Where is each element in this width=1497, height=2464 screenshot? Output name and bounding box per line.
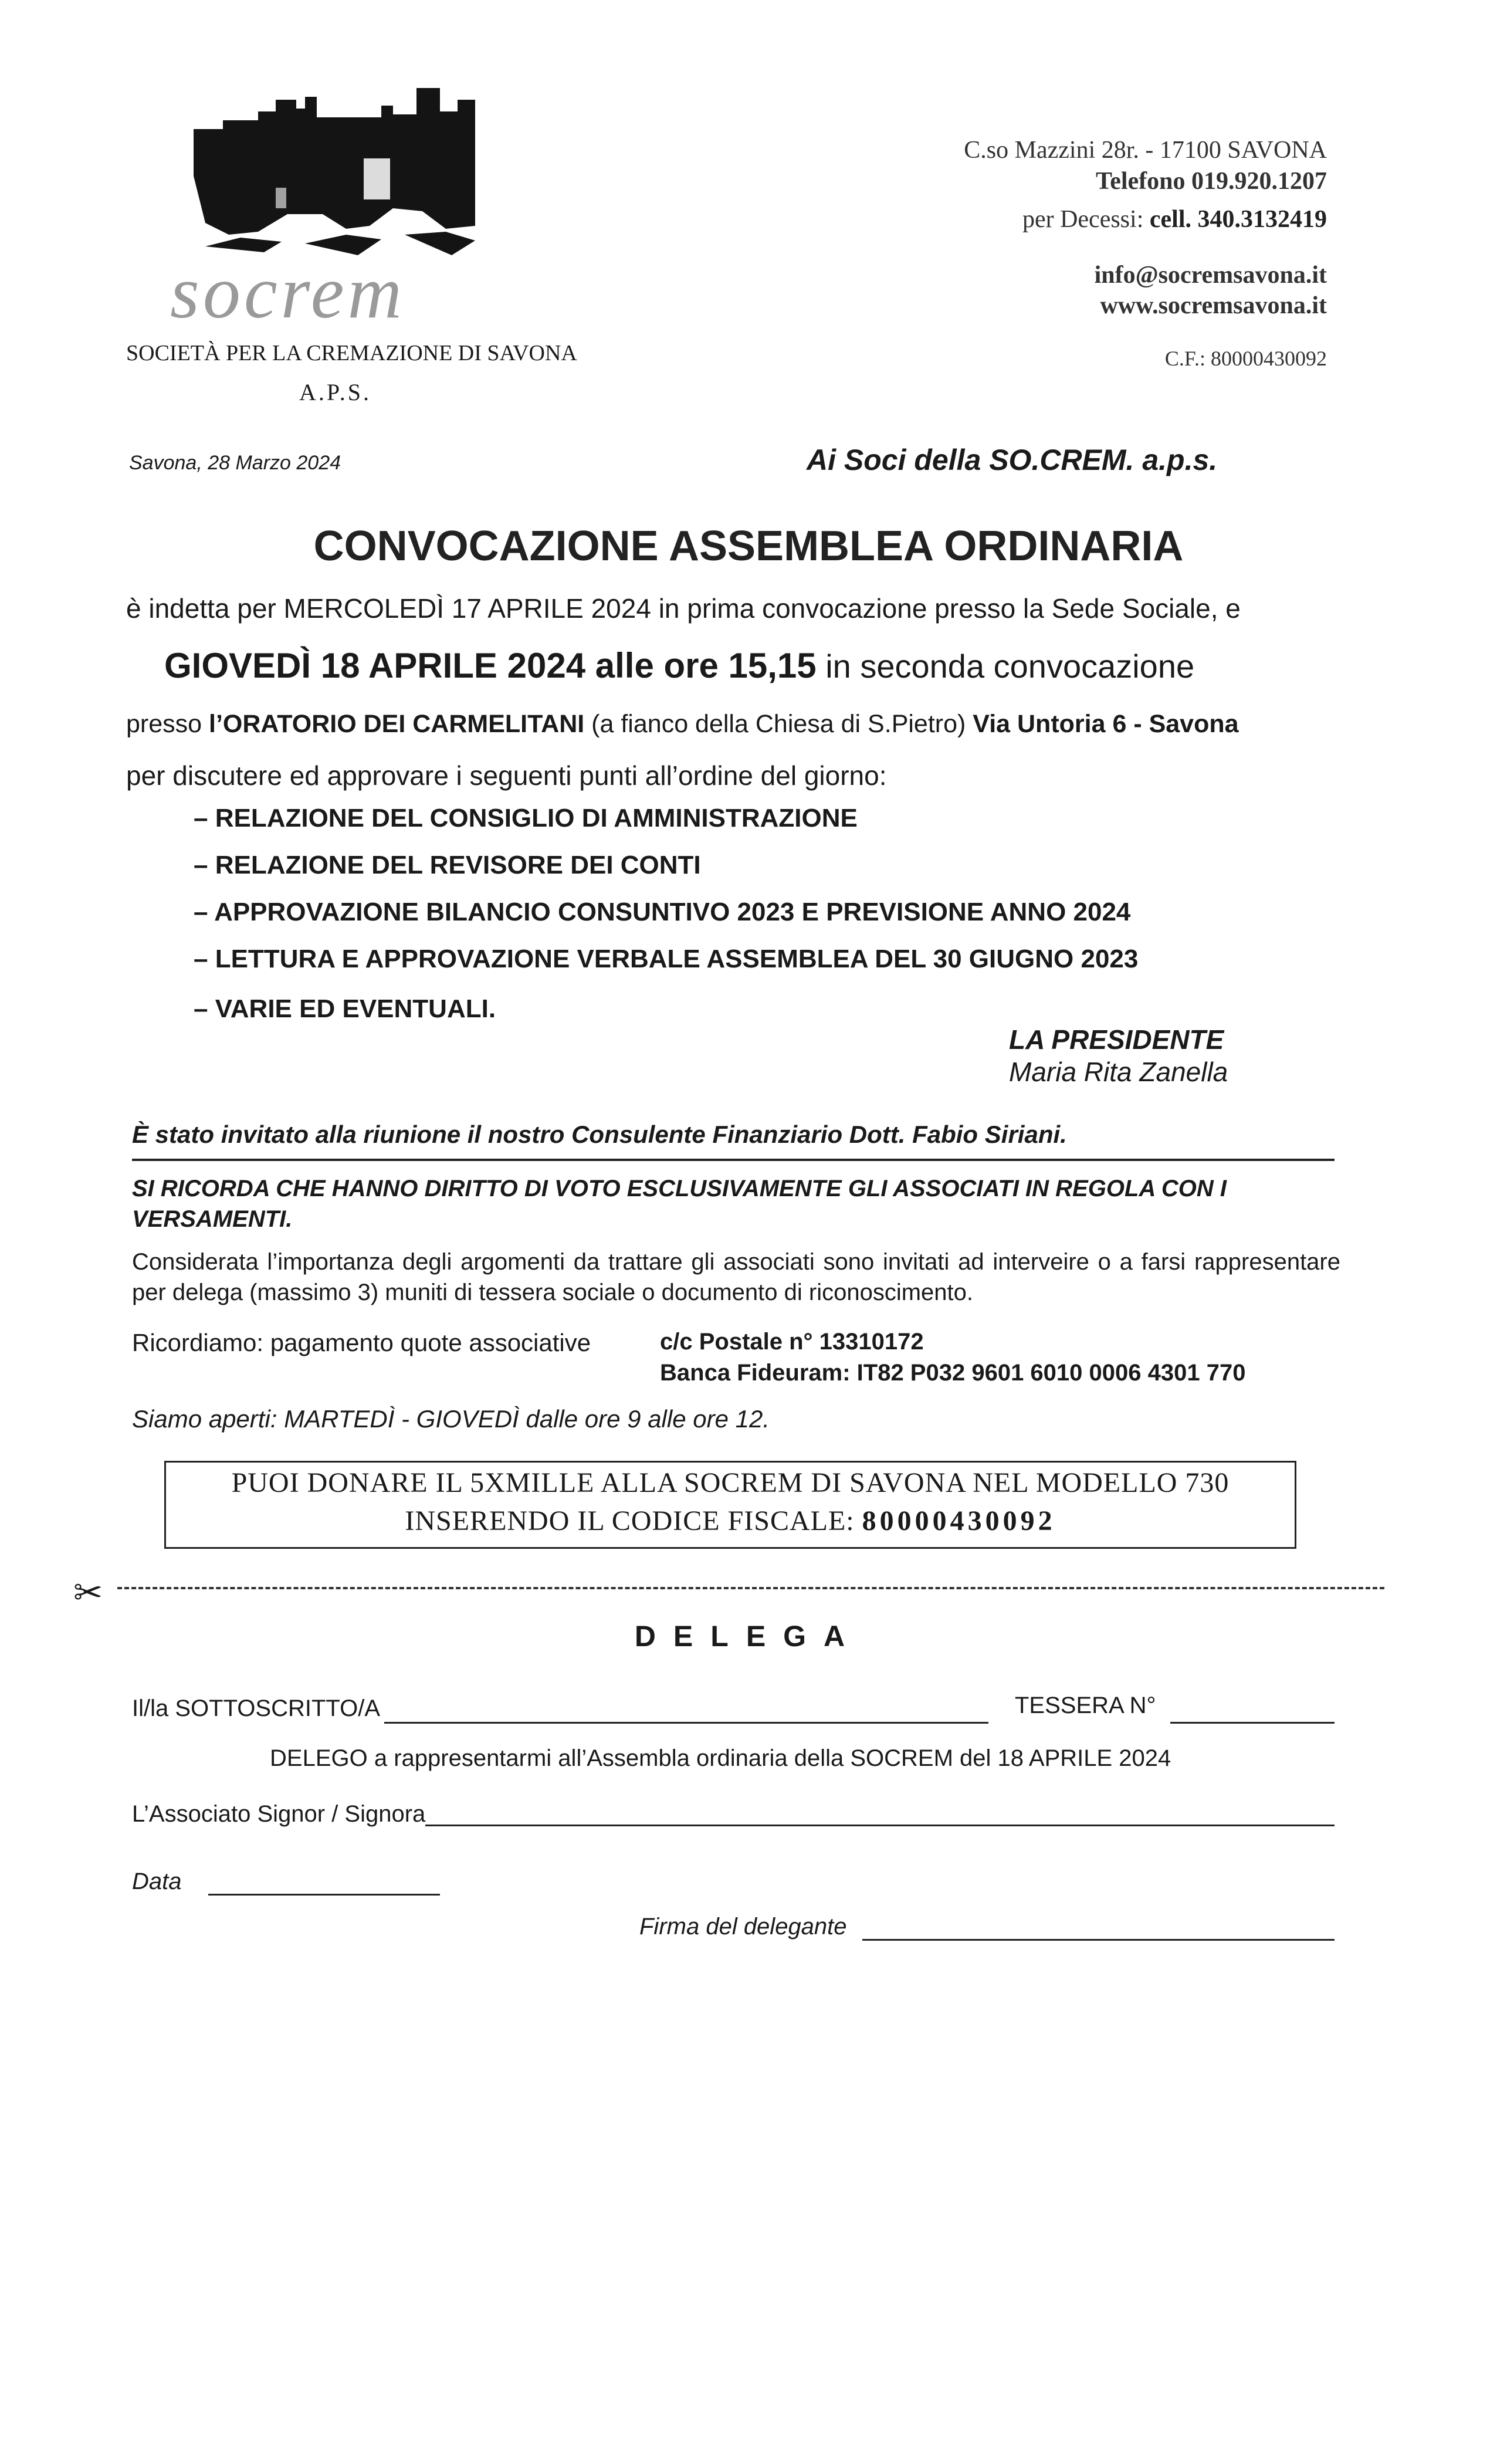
agenda-intro: per discutere ed approvare i seguenti punti all’ordine del giorno: — [126, 760, 887, 791]
bank-account: Banca Fideuram: IT82 P032 9601 6010 0006 4301 770 — [660, 1360, 1246, 1386]
deaths-cell: cell. 340.3132419 — [1149, 206, 1327, 233]
voting-rights-notice: SI RICORDA CHE HANNO DIRITTO DI VOTO ESCLUSIVAMENTE GLI ASSOCIATI IN REGOLA CON I VERSAMENTI. — [132, 1176, 1227, 1232]
undersigned-label: Il/la SOTTOSCRITTO/A — [132, 1695, 381, 1721]
agenda-item: – VARIE ED EVENTUALI. — [194, 994, 496, 1023]
website-line: www.socremsavona.it — [1100, 292, 1327, 319]
invited-consultant-note: È stato invitato alla riunione il nostro Consulente Finanziario Dott. Fabio Siriani. — [132, 1121, 1067, 1148]
attendance-note: Considerata l’importanza degli argomenti da trattare gli associati sono invitati ad interveire o a farsi rappresentare per delega (massimo 3) muniti di tessera sociale o documento di riconoscimento. — [132, 1249, 1340, 1305]
date-label: Data — [132, 1869, 182, 1894]
date-field[interactable] — [208, 1894, 440, 1896]
addressee: Ai Soci della SO.CREM. a.p.s. — [807, 444, 1218, 476]
letter-date: Savona, 28 Marzo 2024 — [129, 452, 341, 474]
cut-line — [117, 1587, 1384, 1589]
card-number-field[interactable] — [1170, 1722, 1335, 1724]
organization-legal-form: A.P.S. — [299, 379, 371, 405]
logo-tower-graphic — [170, 88, 499, 258]
second-call-suffix: in seconda convocazione — [816, 648, 1195, 685]
signature-field[interactable] — [862, 1939, 1335, 1941]
address-line: C.so Mazzini 28r. - 17100 SAVONA — [964, 137, 1327, 164]
donation-line-1: PUOI DONARE IL 5XMILLE ALLA SOCREM DI SAVONA NEL MODELLO 730 — [231, 1467, 1230, 1498]
venue-prefix: presso — [126, 710, 209, 738]
venue-text — [126, 710, 1239, 739]
delegate-sentence: DELEGO a rappresentarmi all’Assembla ordinaria della SOCREM del 18 APRILE 2024 — [270, 1745, 1171, 1771]
organization-name: SOCIETÀ PER LA CREMAZIONE DI SAVONA — [126, 341, 577, 365]
venue-note: (a fianco della Chiesa di S.Pietro) — [584, 710, 973, 738]
deaths-label: per Decessi: — [1022, 206, 1150, 233]
signature-label: Firma del delegante — [639, 1914, 847, 1940]
phone-line: Telefono 019.920.1207 — [1096, 168, 1327, 195]
tax-code-line: C.F.: 80000430092 — [1164, 347, 1327, 370]
associate-field[interactable] — [425, 1825, 1335, 1826]
email-line: info@socremsavona.it — [1094, 262, 1327, 289]
first-call-text: è indetta per MERCOLEDÌ 17 APRILE 2024 in prima convocazione presso la Sede Sociale, e — [126, 593, 1241, 624]
opening-hours: Siamo aperti: MARTEDÌ - GIOVEDÌ dalle ore 9 alle ore 12. — [132, 1405, 770, 1433]
divider — [132, 1159, 1335, 1161]
donation-tax-code: 80000430092 — [862, 1505, 1056, 1536]
delegation-title: DELEGA — [634, 1620, 863, 1653]
second-call-date: GIOVEDÌ 18 APRILE 2024 alle ore 15,15 — [164, 646, 817, 685]
card-number-label: TESSERA N° — [1015, 1693, 1156, 1718]
agenda-item: – RELAZIONE DEL REVISORE DEI CONTI — [194, 851, 701, 879]
deaths-phone-line — [1022, 205, 1327, 233]
postal-account: c/c Postale n° 13310172 — [660, 1329, 924, 1355]
agenda-item: – APPROVAZIONE BILANCIO CONSUNTIVO 2023 E PREVISIONE ANNO 2024 — [194, 898, 1131, 926]
agenda-item: – LETTURA E APPROVAZIONE VERBALE ASSEMBLEA DEL 30 GIUGNO 2023 — [194, 945, 1139, 973]
logo-wordmark: socrem — [170, 251, 405, 334]
president-title: LA PRESIDENTE — [1009, 1024, 1224, 1055]
venue-name: l’ORATORIO DEI CARMELITANI — [209, 710, 585, 738]
second-call-text — [164, 645, 1194, 686]
president-name: Maria Rita Zanella — [1009, 1057, 1228, 1087]
associate-label: L’Associato Signor / Signora — [132, 1801, 426, 1827]
document-title: CONVOCAZIONE ASSEMBLEA ORDINARIA — [313, 523, 1184, 570]
scissors-icon: ✂ — [73, 1573, 103, 1612]
undersigned-field[interactable] — [384, 1722, 988, 1724]
agenda-item: – RELAZIONE DEL CONSIGLIO DI AMMINISTRAZIONE — [194, 804, 858, 832]
donation-line-2 — [164, 1505, 1296, 1537]
donation-prefix: INSERENDO IL CODICE FISCALE: — [405, 1505, 862, 1536]
venue-street: Via Untoria 6 - Savona — [973, 710, 1239, 738]
payment-label: Ricordiamo: pagamento quote associative — [132, 1329, 591, 1356]
